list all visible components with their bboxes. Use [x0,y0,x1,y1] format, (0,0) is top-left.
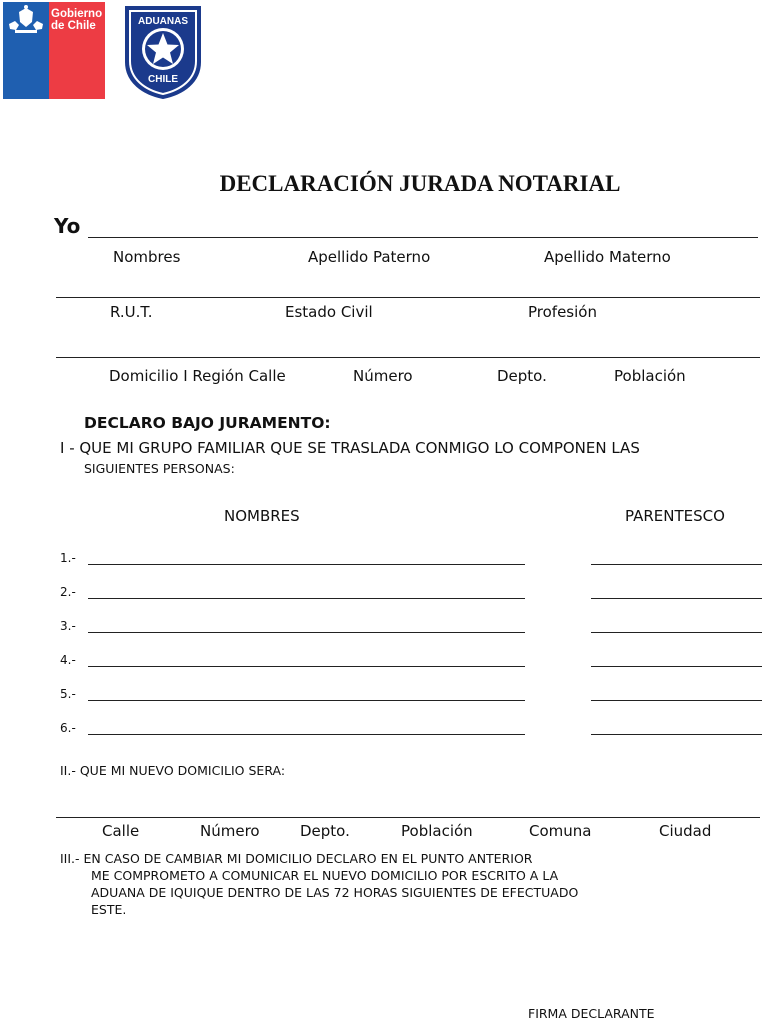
aduanas-shield-icon [123,4,203,100]
section-iii-line3: ADUANA DE IQUIQUE DENTRO DE LAS 72 HORAS SIGUIENTES DE EFECTUADO [91,885,579,900]
gobierno-de-chile-logo [3,2,105,99]
section-i-line1: I - QUE MI GRUPO FAMILIAR QUE SE TRASLADA CONMIGO LO COMPONEN LAS [60,439,640,457]
section-i-line2: SIGUIENTES PERSONAS: [84,461,235,476]
nombres-label: Nombres [113,248,181,266]
comuna-label: Comuna [529,822,592,840]
ciudad-label: Ciudad [659,822,712,840]
family-name-field[interactable] [88,666,525,667]
family-row-number: 3.- [60,619,76,633]
aduanas-chile-logo [123,4,203,100]
yo-name-field[interactable] [88,237,758,238]
family-relation-field[interactable] [591,632,762,633]
rut-estado-profesion-field[interactable] [56,297,760,298]
gobierno-line2: de Chile [51,20,96,32]
aduanas-bottom-text: CHILE [148,74,178,85]
aduanas-top-text: ADUANAS [138,16,188,27]
chile-coat-of-arms-icon [3,2,49,42]
nuevo-depto-label: Depto. [300,822,350,840]
family-relation-field[interactable] [591,734,762,735]
family-name-field[interactable] [88,734,525,735]
family-row-number: 1.- [60,551,76,565]
family-row-number: 5.- [60,687,76,701]
numero-label: Número [353,367,413,385]
logo-blue-block [3,2,49,99]
calle-label: Calle [102,822,140,840]
section-iii-line1: III.- EN CASO DE CAMBIAR MI DOMICILIO DECLARO EN EL PUNTO ANTERIOR [60,851,533,866]
family-row-number: 4.- [60,653,76,667]
domicilio-label: Domicilio I Región Calle [109,367,286,385]
poblacion-label: Población [614,367,686,385]
gobierno-line1: Gobierno [51,8,103,20]
gobierno-text [51,8,102,32]
family-name-field[interactable] [88,632,525,633]
section-iii-line2: ME COMPROMETO A COMUNICAR EL NUEVO DOMICILIO POR ESCRITO A LA [91,868,559,883]
family-name-field[interactable] [88,564,525,565]
declaro-heading: DECLARO BAJO JURAMENTO: [84,414,331,432]
family-row-number: 6.- [60,721,76,735]
nuevo-domicilio-field[interactable] [56,817,760,818]
family-name-field[interactable] [88,598,525,599]
family-relation-field[interactable] [591,666,762,667]
rut-label: R.U.T. [110,303,153,321]
document-title: DECLARACIÓN JURADA NOTARIAL [219,171,621,196]
family-relation-field[interactable] [591,598,762,599]
nuevo-numero-label: Número [200,822,260,840]
family-relation-field[interactable] [591,700,762,701]
nombres-column-header: NOMBRES [224,507,300,525]
depto-label: Depto. [497,367,547,385]
apellido-paterno-label: Apellido Paterno [308,248,431,266]
apellido-materno-label: Apellido Materno [544,248,671,266]
yo-label: Yo [54,214,81,238]
family-row-number: 2.- [60,585,76,599]
section-ii-heading: II.- QUE MI NUEVO DOMICILIO SERA: [60,763,286,778]
section-iii-line4: ESTE. [91,902,127,917]
nuevo-poblacion-label: Población [401,822,473,840]
family-relation-field[interactable] [591,564,762,565]
family-name-field[interactable] [88,700,525,701]
estado-civil-label: Estado Civil [285,303,373,321]
domicilio-field[interactable] [56,357,760,358]
parentesco-column-header: PARENTESCO [625,507,725,525]
firma-declarante-label: FIRMA DECLARANTE [528,1006,655,1021]
profesion-label: Profesión [528,303,597,321]
